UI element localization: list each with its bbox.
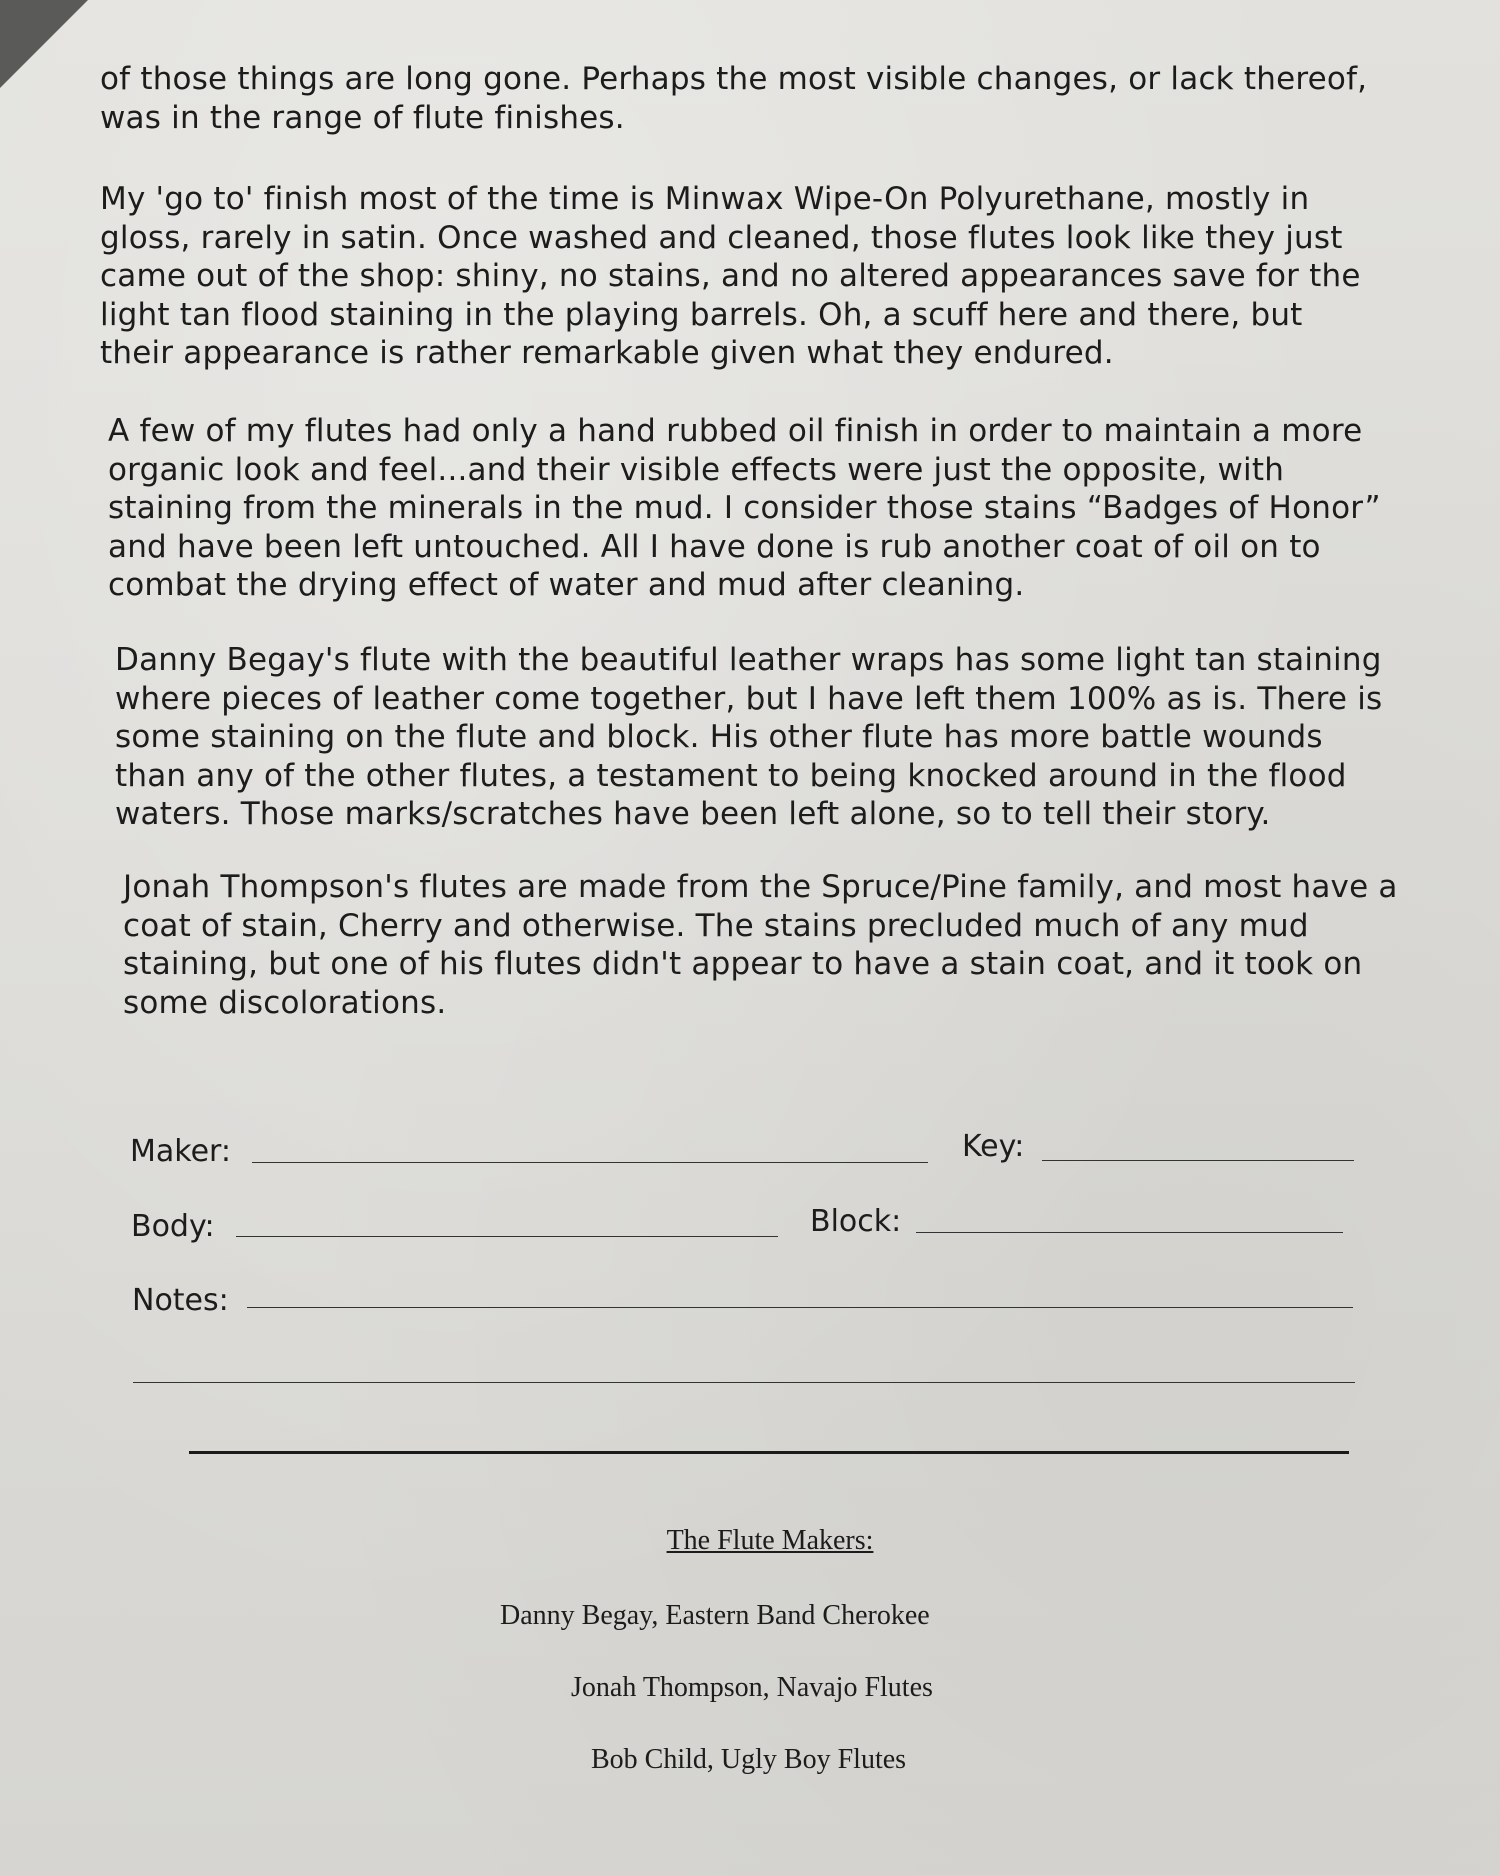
maker-entry-danny-begay: Danny Begay, Eastern Band Cherokee: [500, 1600, 930, 1631]
notes-label: Notes:: [132, 1283, 229, 1318]
body-label: Body:: [131, 1209, 215, 1244]
maker-entry-jonah-thompson: Jonah Thompson, Navajo Flutes: [571, 1672, 933, 1703]
flute-makers-heading: The Flute Makers:: [666, 1525, 874, 1556]
notes-continuation-line-dark[interactable]: [189, 1451, 1349, 1454]
block-label: Block:: [810, 1204, 902, 1239]
paragraph-finishes-intro: of those things are long gone. Perhaps the most visible changes, or lack thereof, was in the range of flute finishes.: [100, 61, 1368, 136]
paragraph-jonah-thompson: Jonah Thompson's flutes are made from the Spruce/Pine family, and most have a coat of stain, Cherry and otherwise. The stains precluded much of any mud staining, but one of his flutes didn't appear to have a stain coat, and it took on some discolorations.: [123, 869, 1398, 1021]
key-label: Key:: [962, 1129, 1025, 1164]
maker-entry-bob-child: Bob Child, Ugly Boy Flutes: [591, 1744, 907, 1775]
paragraph-polyurethane: My 'go to' finish most of the time is Minwax Wipe-On Polyurethane, mostly in gloss, rarely in satin. Once washed and cleaned, those flutes look like they just came out of the shop: shiny, no stains, and no altered appearances save for the light tan flood staining in the playing barrels. Oh, a scuff here and there, but their appearance is rather remarkable given what they endured.: [100, 181, 1361, 371]
body-field-line[interactable]: [236, 1236, 778, 1237]
page-corner-shadow: [0, 0, 88, 88]
maker-field-line[interactable]: [252, 1162, 928, 1163]
paragraph-oil-finish: A few of my flutes had only a hand rubbed oil finish in order to maintain a more organic look and feel...and their visible effects were just the opposite, with staining from the minerals in the mud. I consider those stains “Badges of Honor” and have been left untouched. All I have done is rub another coat of oil on to combat the drying effect of water and mud after cleaning.: [108, 413, 1381, 603]
notes-field-line[interactable]: [247, 1307, 1353, 1308]
paragraph-danny-begay: Danny Begay's flute with the beautiful leather wraps has some light tan staining where pieces of leather come together, but I have left them 100% as is. There is some staining on the flute and block. His other flute has more battle wounds than any of the other flutes, a testament to being knocked around in the flood waters. Those marks/scratches have been left alone, so to tell their story.: [115, 642, 1383, 832]
maker-label: Maker:: [130, 1134, 231, 1169]
block-field-line[interactable]: [916, 1232, 1343, 1233]
key-field-line[interactable]: [1042, 1160, 1354, 1161]
notes-continuation-line[interactable]: [133, 1382, 1355, 1383]
